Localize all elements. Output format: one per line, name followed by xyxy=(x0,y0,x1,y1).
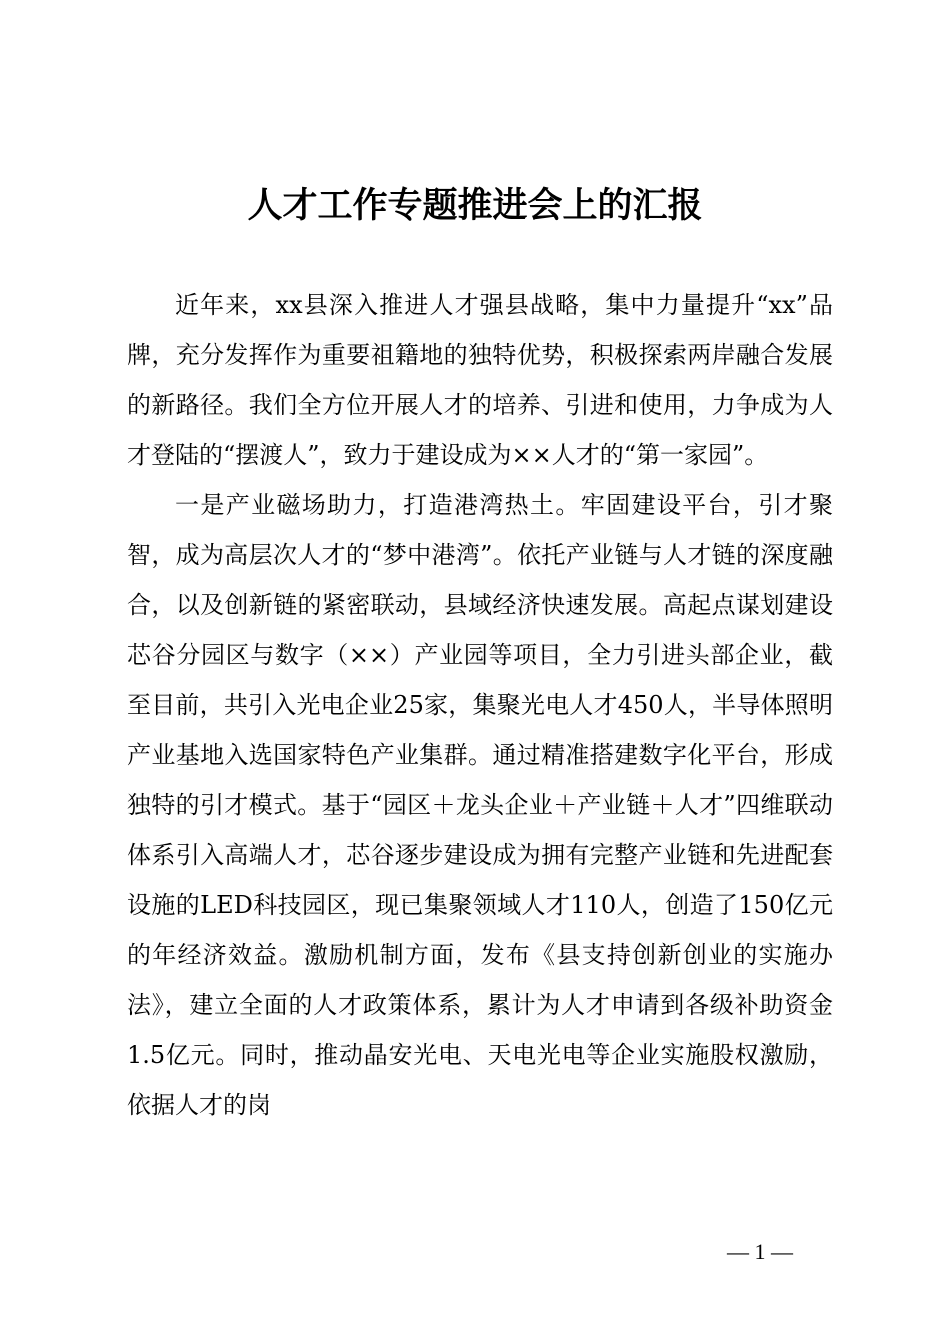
page-number: — 1 — xyxy=(727,1239,793,1264)
document-body xyxy=(127,280,833,1130)
paragraph-industry: 一是产业磁场助力，打造港湾热土。牢固建设平台，引才聚智，成为高层次人才的“梦中港湾”。依托产业链与人才链的深度融合，以及创新链的紧密联动，县域经济快速发展。高起点谋划建设芯谷分园区与数字（××）产业园等项目，全力引进头部企业，截至目前，共引入光电企业25家，集聚光电人才450人，半导体照明产业基地入选国家特色产业集群。通过精准搭建数字化平台，形成独特的引才模式。基于“园区＋龙头企业＋产业链＋人才”四维联动体系引入高端人才，芯谷逐步建设成为拥有完整产业链和先进配套设施的LED科技园区，现已集聚领域人才110人，创造了150亿元的年经济效益。激励机制方面，发布《县支持创新创业的实施办法》，建立全面的人才政策体系，累计为人才申请到各级补助资金1.5亿元。同时，推动晶安光电、天电光电等企业实施股权激励，依据人才的岗 xyxy=(127,491,833,1119)
document-title: 人才工作专题推进会上的汇报 xyxy=(247,186,703,226)
paragraph-intro: 近年来，xx县深入推进人才强县战略，集中力量提升“xx”品牌，充分发挥作为重要祖籍地的独特优势，积极探索两岸融合发展的新路径。我们全方位开展人才的培养、引进和使用，力争成为人才登陆的“摆渡人”，致力于建设成为××人才的“第一家园”。 xyxy=(127,291,833,469)
